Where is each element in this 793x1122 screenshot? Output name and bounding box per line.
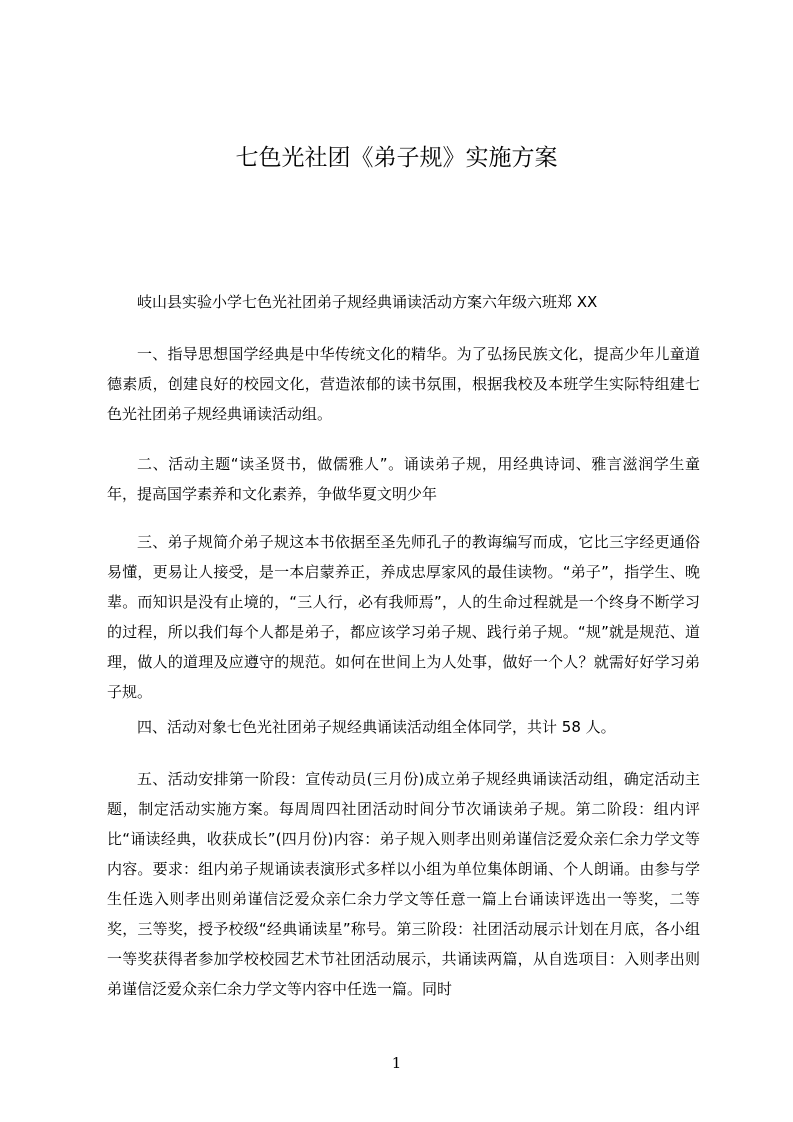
paragraph-activity-theme: 二、活动主题“读圣贤书，做儒雅人”。诵读弟子规，用经典诗词、雅言滋润学生童年，提高国学素养和文化素养，争做华夏文明少年	[107, 455, 700, 503]
paragraph-activity-participants: 四、活动对象七色光社团弟子规经典诵读活动组全体同学，共计 58 人。	[137, 718, 616, 736]
document-subtitle: 岐山县实验小学七色光社团弟子规经典诵读活动方案六年级六班郑 XX	[137, 293, 598, 311]
document-title: 七色光社团《弟子规》实施方案	[235, 145, 558, 171]
paragraph-dizigui-intro: 三、弟子规简介弟子规这本书依据至圣先师孔子的教诲编写而成，它比三字经更通俗易懂，更易让人接受，是一本启蒙养正，养成忠厚家风的最佳读物。“弟子”，指学生、晚辈。而知识是没有止境的，“三人行，必有我师焉”，人的生命过程就是一个终身不断学习的过程，所以我们每个人都是弟子，都应该学习弟子规、践行弟子规。“规”就是规范、道理，做人的道理及应遵守的规范。如何在世间上为人处事，做好一个人？就需好好学习弟子规。	[107, 533, 700, 701]
paragraph-guiding-ideology: 一、指导思想国学经典是中华传统文化的精华。为了弘扬民族文化，提高少年儿童道德素质，创建良好的校园文化，营造浓郁的读书氛围，根据我校及本班学生实际特组建七色光社团弟子规经典诵读活动组。	[107, 345, 700, 423]
paragraph-activity-schedule: 五、活动安排第一阶段：宣传动员(三月份)成立弟子规经典诵读活动组，确定活动主题，制定活动实施方案。每周周四社团活动时间分节次诵读弟子规。第二阶段：组内评比“诵读经典，收获成长”(四月份)内容：弟子规入则孝出则弟谨信泛爱众亲仁余力学文等内容。要求：组内弟子规诵读表演形式多样以小组为单位集体朗诵、个人朗诵。由参与学生任选入则孝出则弟谨信泛爱众亲仁余力学文等任意一篇上台诵读评选出一等奖，二等奖，三等奖，授予校级“经典诵读星”称号。第三阶段：社团活动展示计划在月底，各小组一等奖获得者参加学校校园艺术节社团活动展示，共诵读两篇，从自选项目：入则孝出则弟谨信泛爱众亲仁余力学文等内容中任选一篇。同时	[107, 770, 700, 998]
page-number: 1	[391, 1054, 402, 1072]
